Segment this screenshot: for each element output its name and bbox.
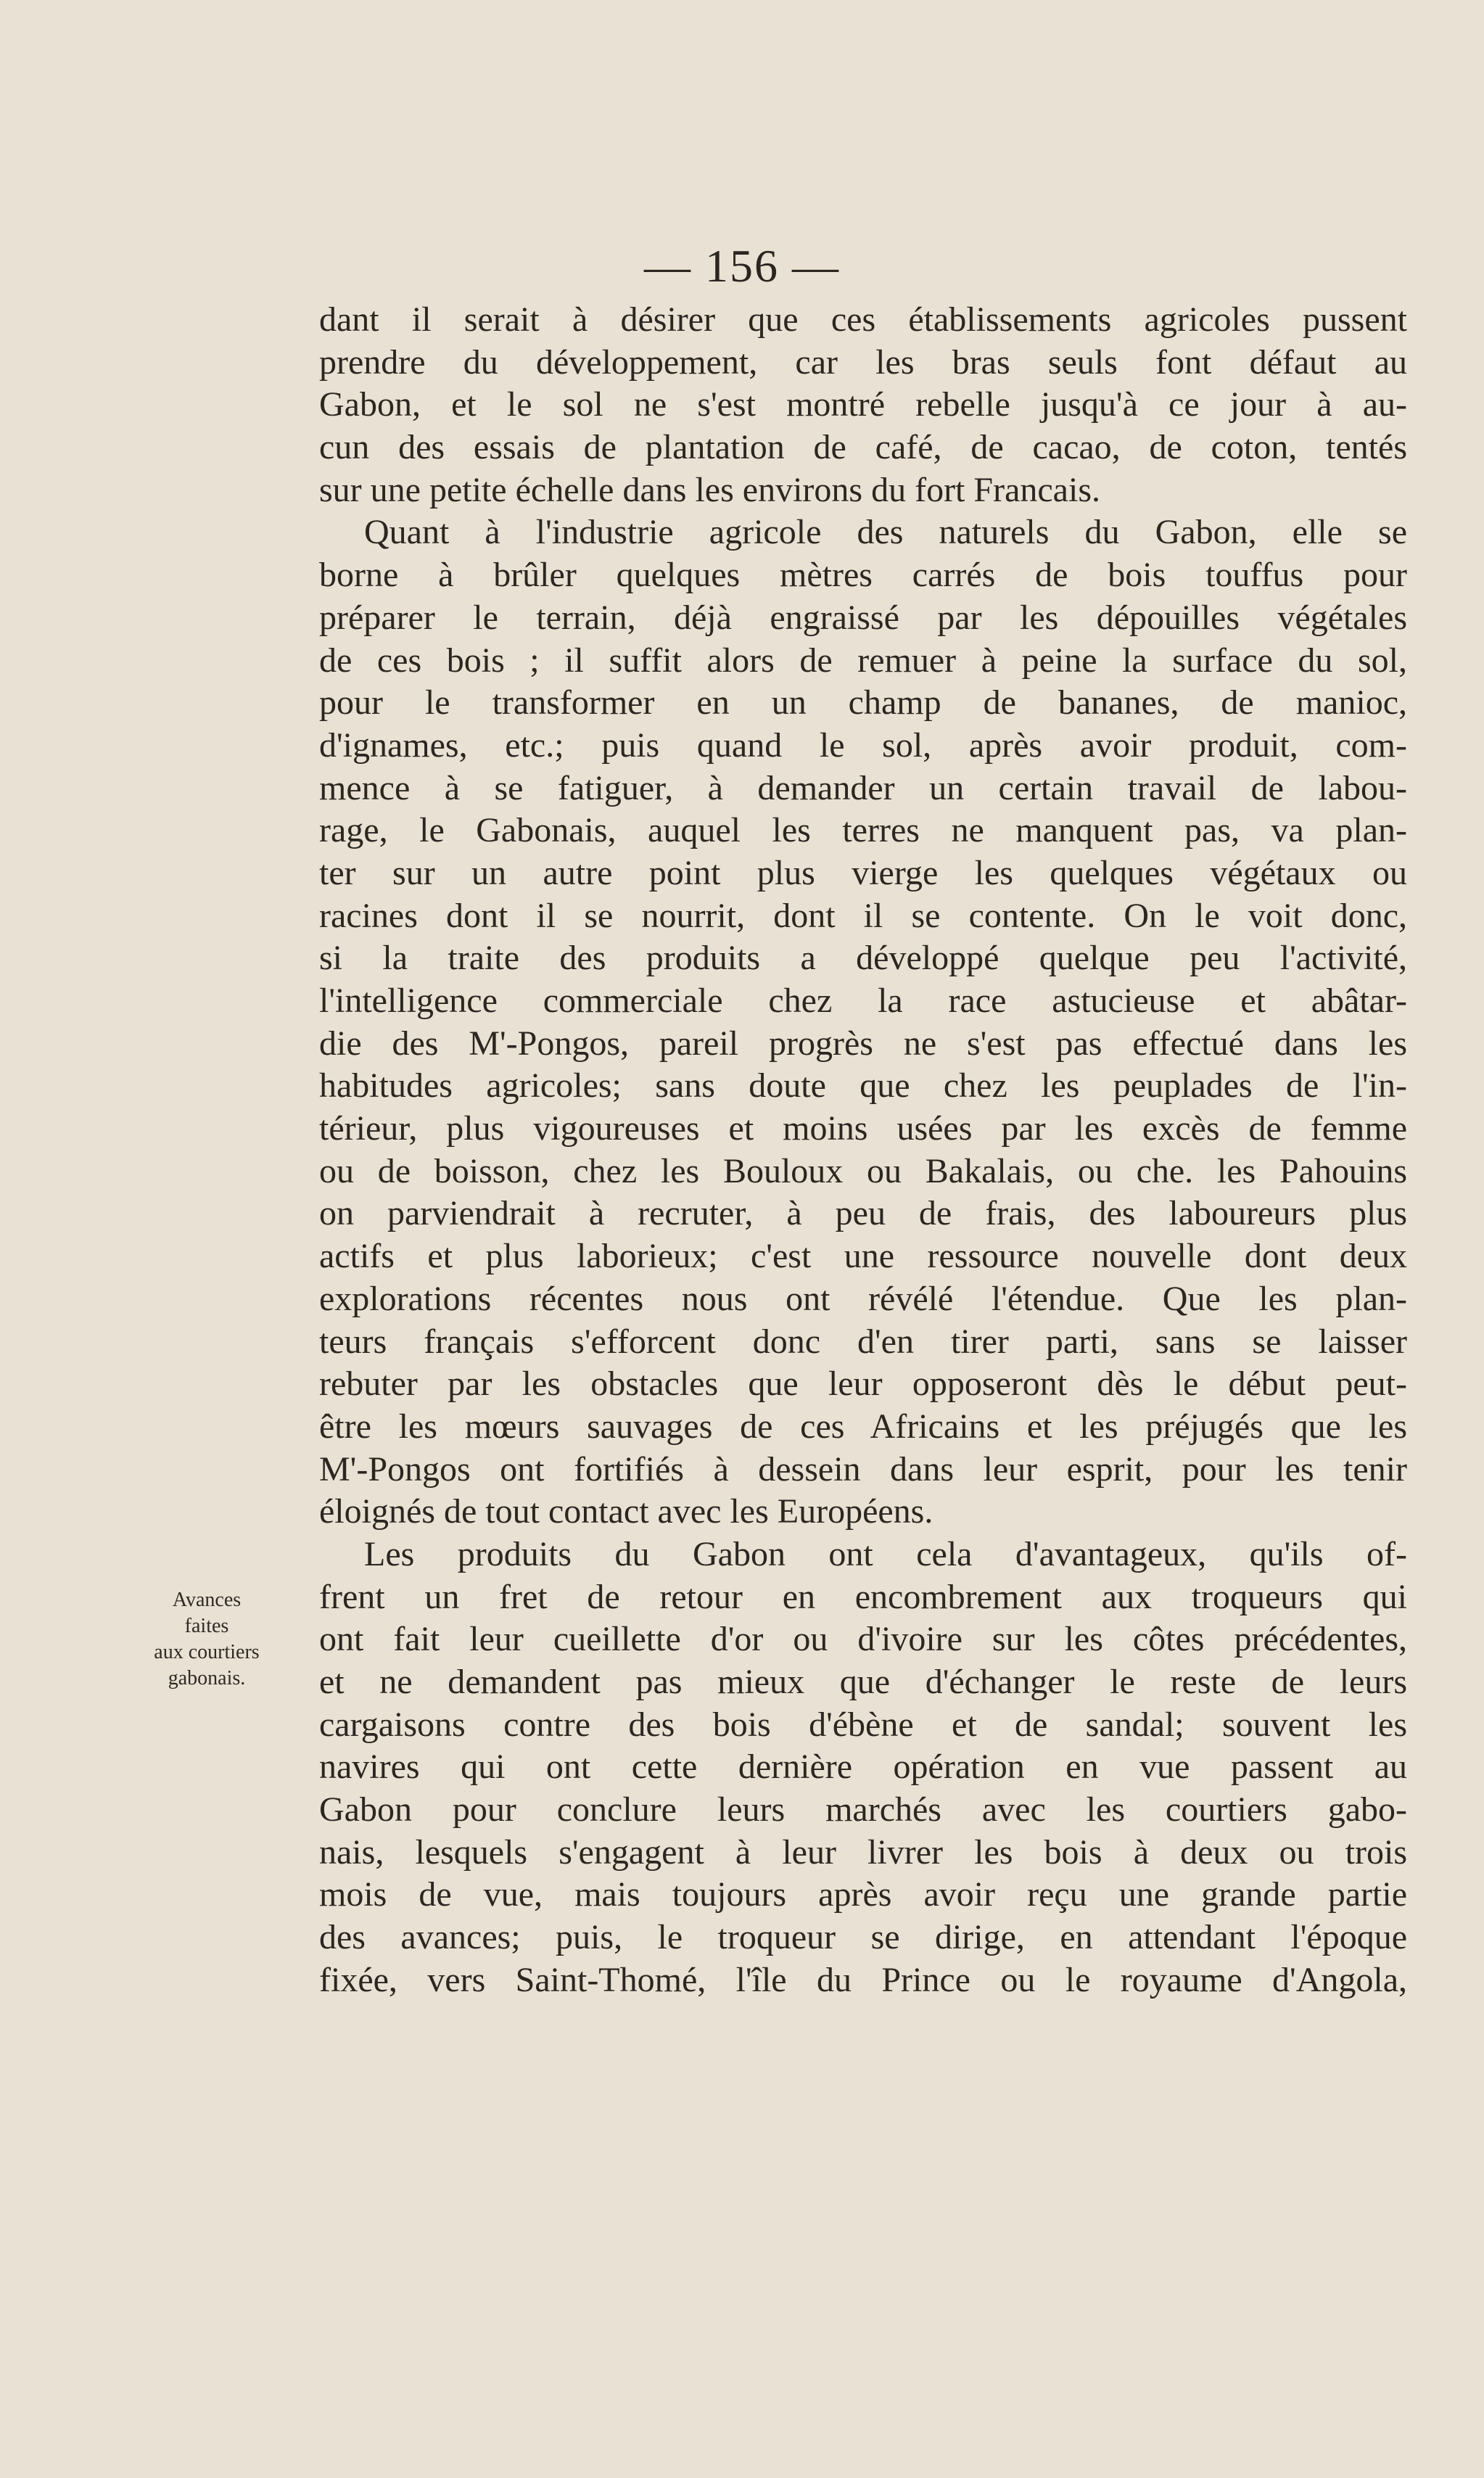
text-line: navires qui ont cette dernière opération en vue passent au — [319, 1748, 1407, 1787]
text-line: mence à se fatiguer, à demander un certain travail de labou- — [319, 768, 1407, 807]
margin-note-line: faites — [184, 1615, 229, 1637]
text-line: teurs français s'efforcent donc d'en tirer parti, sans se laisser — [319, 1322, 1407, 1361]
text-line: explorations récentes nous ont révélé l'étendue. Que les plan- — [319, 1279, 1407, 1318]
text-line: rage, le Gabonais, auquel les terres ne manquent pas, va plan- — [319, 811, 1407, 850]
margin-note-line: aux courtiers — [154, 1641, 260, 1663]
page-number: — 156 — — [644, 240, 840, 292]
text-line: borne à brûler quelques mètres carrés de bois touffus pour — [319, 556, 1407, 595]
text-line: éloignés de tout contact avec les Européens. — [319, 1492, 933, 1531]
text-line: ont fait leur cueillette d'or ou d'ivoire sur les côtes précédentes, — [319, 1620, 1407, 1659]
text-line: ter sur un autre point plus vierge les quelques végétaux ou — [319, 853, 1407, 892]
text-line: frent un fret de retour en encombrement aux troqueurs qui — [319, 1577, 1407, 1616]
text-line: être les mœurs sauvages de ces Africains et les préjugés que les — [319, 1407, 1407, 1446]
text-line: pour le transformer en un champ de bananes, de manioc, — [319, 683, 1407, 723]
text-line: actifs et plus laborieux; c'est une ressource nouvelle dont deux — [319, 1237, 1407, 1276]
text-line: Gabon, et le sol ne s'est montré rebelle jusqu'à ce jour à au- — [319, 385, 1407, 424]
margin-note — [120, 1587, 294, 1692]
text-line: cun des essais de plantation de café, de cacao, de coton, tentés — [319, 428, 1407, 467]
text-line: si la traite des produits a développé quelque peu l'activité, — [319, 939, 1407, 978]
text-line: prendre du développement, car les bras seuls font défaut au — [319, 342, 1407, 382]
text-line: mois de vue, mais toujours après avoir reçu une grande partie — [319, 1875, 1407, 1914]
body-text — [319, 299, 1407, 2002]
text-line: ou de boisson, chez les Bouloux ou Bakalais, ou che. les Pahouins — [319, 1151, 1407, 1190]
text-line: Les produits du Gabon ont cela d'avantageux, qu'ils of- — [364, 1534, 1407, 1573]
text-line: M'-Pongos ont fortifiés à dessein dans leur esprit, pour les tenir — [319, 1449, 1407, 1489]
text-line: Gabon pour conclure leurs marchés avec les courtiers gabo- — [319, 1790, 1407, 1829]
text-line: on parviendrait à recruter, à peu de frais, des laboureurs plus — [319, 1194, 1407, 1233]
text-line: die des M'-Pongos, pareil progrès ne s'est pas effectué dans les — [319, 1024, 1407, 1063]
text-line: térieur, plus vigoureuses et moins usées par les excès de femme — [319, 1109, 1407, 1148]
text-line: habitudes agricoles; sans doute que chez les peuplades de l'in- — [319, 1066, 1407, 1106]
text-line: racines dont il se nourrit, dont il se contente. On le voit donc, — [319, 896, 1407, 935]
text-line: cargaisons contre des bois d'ébène et de sandal; souvent les — [319, 1705, 1407, 1744]
text-line: dant il serait à désirer que ces établissements agricoles pussent — [319, 300, 1407, 339]
text-line: d'ignames, etc.; puis quand le sol, après avoir produit, com- — [319, 725, 1407, 765]
text-line: sur une petite échelle dans les environs du fort Francais. — [319, 470, 1100, 509]
text-line: l'intelligence commerciale chez la race astucieuse et abâtar- — [319, 981, 1407, 1020]
text-line: nais, lesquels s'engagent à leur livrer les bois à deux ou trois — [319, 1832, 1407, 1872]
margin-note-line: gabonais. — [168, 1667, 246, 1689]
margin-note-line: Avances — [172, 1589, 242, 1611]
text-line: des avances; puis, le troqueur se dirige, en attendant l'époque — [319, 1918, 1407, 1957]
text-line: préparer le terrain, déjà engraissé par les dépouilles végétales — [319, 598, 1407, 637]
text-line: rebuter par les obstacles que leur opposeront dès le début peut- — [319, 1364, 1407, 1404]
text-line: fixée, vers Saint-Thomé, l'île du Prince ou le royaume d'Angola, — [319, 1960, 1407, 1999]
text-line: de ces bois ; il suffit alors de remuer à peine la surface du sol, — [319, 641, 1407, 680]
text-line: et ne demandent pas mieux que d'échanger le reste de leurs — [319, 1663, 1407, 1701]
text-line: Quant à l'industrie agricole des naturels du Gabon, elle se — [364, 513, 1407, 552]
